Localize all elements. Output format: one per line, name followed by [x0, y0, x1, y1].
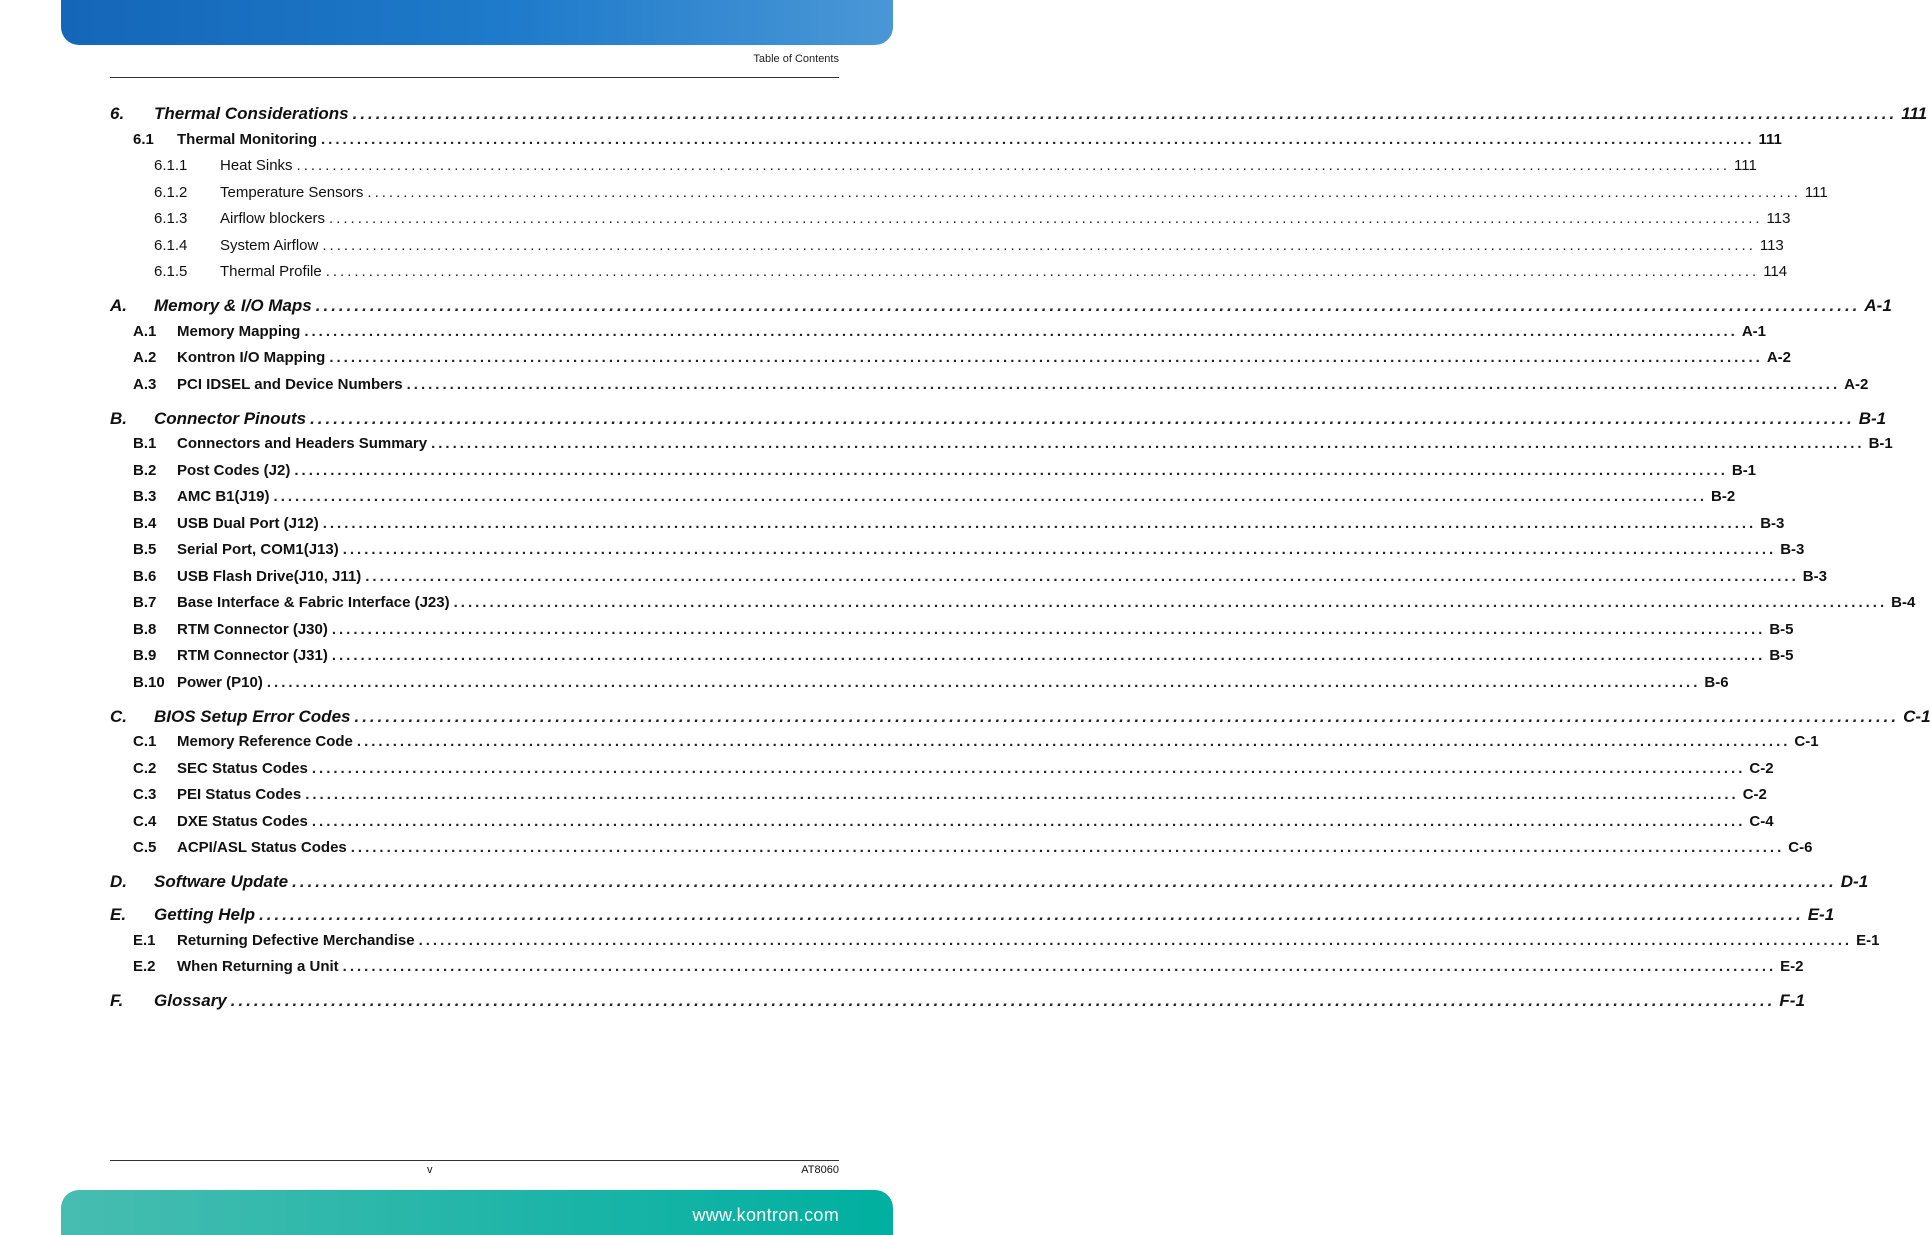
toc-entry-page: A-1 — [1864, 296, 1892, 315]
toc-entry-page: C-2 — [1742, 786, 1767, 803]
toc-entry-title: Getting Help — [154, 905, 256, 924]
toc-entry-title: When Returning a Unit — [177, 958, 339, 975]
toc-entry-number: A.2 — [133, 349, 157, 366]
toc-entry[interactable] — [110, 541, 1805, 558]
toc-entry-title: RTM Connector (J30) — [177, 620, 328, 638]
toc-entry-title: Memory Mapping — [177, 322, 301, 340]
toc-entry-number: 6.1.4 — [154, 236, 188, 254]
toc-entry-number: B.5 — [133, 541, 157, 558]
toc-entry-number: 6.1.1 — [154, 157, 188, 174]
toc-entry-number: C.5 — [133, 839, 157, 856]
toc-entry-title: RTM Connector (J31) — [177, 647, 328, 664]
toc-leader-dots: ........................................................................................................................................................................................................ — [304, 322, 1738, 340]
toc-leader-dots: ........................................................................................................................................................................................................ — [273, 488, 1708, 505]
toc-entry-page: C-6 — [1788, 839, 1813, 856]
toc-entry[interactable] — [110, 991, 1805, 1011]
toc-leader-dots: ........................................................................................................................................................................................................ — [266, 673, 1701, 691]
toc-leader-dots: ........................................................................................................................................................................................................ — [329, 349, 1763, 366]
toc-entry-title: Returning Defective Merchandise — [177, 931, 415, 949]
toc-entry-page: B-4 — [1891, 594, 1916, 611]
toc-leader-dots: ........................................................................................................................................................................................................ — [367, 183, 1801, 201]
toc-leader-dots: ........................................................................................................................................................................................................ — [305, 786, 1739, 803]
toc-leader-dots: ........................................................................................................................................................................................................ — [352, 104, 1898, 123]
toc-entry-number: 6.1.3 — [154, 210, 188, 227]
toc-entry-number: B. — [110, 408, 127, 428]
toc-entry[interactable] — [110, 375, 1869, 393]
toc-entry-title: PEI Status Codes — [177, 786, 302, 803]
toc-entry[interactable] — [110, 157, 1757, 174]
header-rule — [110, 77, 839, 78]
toc-entry-page: E-2 — [1780, 958, 1804, 975]
toc-leader-dots: ........................................................................................................................................................................................................ — [418, 931, 1853, 949]
toc-entry-number: B.4 — [133, 514, 157, 532]
toc-entry-number: B.10 — [133, 673, 165, 691]
toc-entry-number: A. — [110, 296, 127, 315]
toc-entry-page: A-2 — [1844, 375, 1869, 393]
toc-entry-number: 6.1 — [133, 130, 154, 148]
toc-entry[interactable] — [110, 296, 1892, 316]
toc-entry[interactable] — [110, 839, 1813, 856]
toc-entry-title: Connector Pinouts — [154, 408, 307, 428]
toc-entry-number: A.1 — [133, 322, 157, 340]
header-section-label: Table of Contents — [753, 53, 839, 65]
toc-entry-title: Post Codes (J2) — [177, 461, 291, 479]
toc-entry-title: Memory & I/O Maps — [154, 296, 312, 315]
toc-entry-number: E.2 — [133, 958, 156, 975]
toc-entry[interactable] — [110, 461, 1757, 479]
footer-page-number: v — [427, 1164, 433, 1176]
toc-entry-page: E-1 — [1856, 931, 1880, 949]
toc-leader-dots: ........................................................................................................................................................................................................ — [294, 461, 1728, 479]
toc-entry-page: D-1 — [1840, 872, 1869, 891]
toc-entry-title: Memory Reference Code — [177, 733, 353, 750]
toc-entry-page: 113 — [1759, 236, 1784, 254]
toc-leader-dots: ........................................................................................................................................................................................................ — [292, 872, 1837, 891]
toc-entry-page: B-5 — [1769, 620, 1794, 638]
toc-entry[interactable] — [110, 435, 1893, 452]
toc-entry-number: C.2 — [133, 759, 157, 777]
toc-leader-dots: ........................................................................................................................................................................................................ — [331, 647, 1766, 664]
toc-entry-number: B.1 — [133, 435, 157, 452]
toc-leader-dots: ........................................................................................................................................................................................................ — [230, 991, 1776, 1010]
toc-leader-dots: ........................................................................................................................................................................................................ — [365, 567, 1799, 585]
toc-entry[interactable] — [110, 567, 1827, 585]
toc-entry-title: PCI IDSEL and Device Numbers — [177, 375, 403, 393]
toc-entry-title: Connectors and Headers Summary — [177, 435, 428, 452]
toc-entry[interactable] — [110, 931, 1880, 949]
toc-leader-dots: ........................................................................................................................................................................................................ — [342, 541, 1777, 558]
toc-entry-page: 111 — [1758, 130, 1782, 148]
toc-entry-page: B-1 — [1868, 435, 1893, 452]
toc-entry-number: C.3 — [133, 786, 157, 803]
toc-entry-page: B-1 — [1858, 408, 1887, 428]
toc-entry[interactable] — [110, 263, 1788, 280]
toc-entry-number: B.6 — [133, 567, 157, 585]
toc-entry-page: 114 — [1763, 263, 1788, 280]
footer-rule — [110, 1160, 839, 1161]
toc-entry[interactable] — [110, 408, 1887, 429]
toc-entry[interactable] — [110, 786, 1767, 803]
footer-document-id: AT8060 — [801, 1164, 839, 1176]
toc-entry-page: C-4 — [1749, 812, 1774, 830]
toc-entry-number: B.9 — [133, 647, 157, 664]
toc-entry[interactable] — [110, 488, 1736, 505]
toc-entry-page: F-1 — [1779, 991, 1805, 1010]
toc-leader-dots: ........................................................................................................................................................................................................ — [356, 733, 1791, 750]
toc-leader-dots: ........................................................................................................................................................................................................ — [406, 375, 1841, 393]
toc-entry[interactable] — [110, 594, 1916, 611]
toc-entry[interactable] — [110, 647, 1794, 664]
toc-entry[interactable] — [110, 104, 1928, 124]
toc-leader-dots: ........................................................................................................................................................................................................ — [342, 958, 1777, 975]
toc-leader-dots: ........................................................................................................................................................................................................ — [331, 620, 1766, 638]
website-link[interactable]: www.kontron.com — [692, 1205, 839, 1225]
toc-entry-page: B-5 — [1769, 647, 1794, 664]
toc-entry-page: 111 — [1804, 183, 1828, 201]
toc-entry-number: C.1 — [133, 733, 157, 750]
toc-entry[interactable] — [110, 349, 1791, 366]
toc-leader-dots: ........................................................................................................................................................................................................ — [329, 210, 1763, 227]
toc-entry-title: Software Update — [154, 872, 289, 891]
toc-entry-title: Base Interface & Fabric Interface (J23) — [177, 594, 450, 611]
toc-leader-dots: ........................................................................................................................................................................................................ — [350, 839, 1785, 856]
toc-entry-title: Thermal Profile — [220, 263, 322, 280]
toc-leader-dots: ........................................................................................................................................................................................................ — [296, 157, 1731, 174]
toc-entry-number: E. — [110, 905, 127, 924]
toc-leader-dots: ........................................................................................................................................................................................................ — [354, 706, 1900, 726]
toc-entry[interactable] — [110, 759, 1774, 777]
toc-entry-page: A-2 — [1766, 349, 1791, 366]
toc-entry-number: F. — [110, 991, 124, 1010]
toc-entry-number: A.3 — [133, 375, 157, 393]
toc-entry[interactable] — [110, 322, 1767, 340]
header-band — [61, 0, 893, 45]
toc-entry-title: Heat Sinks — [220, 157, 293, 174]
toc-entry-title: Thermal Considerations — [154, 104, 349, 123]
toc-entry-title: System Airflow — [220, 236, 319, 254]
toc-entry-page: C-1 — [1903, 706, 1931, 726]
toc-entry[interactable] — [110, 210, 1791, 227]
toc-entry-title: BIOS Setup Error Codes — [154, 706, 351, 726]
toc-entry[interactable] — [110, 872, 1869, 892]
toc-leader-dots: ........................................................................................................................................................................................................ — [322, 514, 1757, 532]
toc-entry-number: C. — [110, 706, 127, 726]
toc-leader-dots: ........................................................................................................................................................................................................ — [431, 435, 1865, 452]
toc-entry-page: C-2 — [1749, 759, 1774, 777]
toc-entry[interactable] — [110, 733, 1819, 750]
toc-leader-dots: ........................................................................................................................................................................................................ — [453, 594, 1888, 611]
toc-leader-dots: ........................................................................................................................................................................................................ — [322, 236, 1756, 254]
toc-entry-title: USB Flash Drive(J10, J11) — [177, 567, 362, 585]
toc-entry-page: B-3 — [1760, 514, 1785, 532]
toc-entry-page: E-1 — [1807, 905, 1835, 924]
toc-entry-page: 111 — [1734, 157, 1757, 174]
toc-entry-number: C.4 — [133, 812, 157, 830]
toc-leader-dots: ........................................................................................................................................................................................................ — [310, 408, 1855, 428]
toc-entry[interactable] — [110, 620, 1794, 638]
toc-entry-number: D. — [110, 872, 127, 891]
toc-entry-page: 111 — [1901, 104, 1928, 123]
toc-entry-page: B-3 — [1780, 541, 1805, 558]
toc-entry-title: Power (P10) — [177, 673, 263, 691]
toc-entry-page: B-1 — [1731, 461, 1757, 479]
toc-entry-page: B-6 — [1704, 673, 1729, 691]
toc-entry[interactable] — [110, 673, 1729, 691]
toc-entry-number: B.2 — [133, 461, 157, 479]
toc-entry-title: Serial Port, COM1(J13) — [177, 541, 339, 558]
toc-entry-page: A-1 — [1741, 322, 1767, 340]
toc-entry-number: B.8 — [133, 620, 157, 638]
toc-leader-dots: ........................................................................................................................................................................................................ — [311, 759, 1746, 777]
toc-entry-number: 6.1.2 — [154, 183, 188, 201]
toc-leader-dots: ........................................................................................................................................................................................................ — [311, 812, 1746, 830]
toc-leader-dots: ........................................................................................................................................................................................................ — [315, 296, 1861, 315]
toc-entry[interactable] — [110, 130, 1782, 148]
toc-entry-page: B-2 — [1711, 488, 1736, 505]
toc-entry-page: C-1 — [1794, 733, 1819, 750]
toc-entry-number: B.7 — [133, 594, 157, 611]
toc-entry-title: SEC Status Codes — [177, 759, 308, 777]
toc-entry-title: DXE Status Codes — [177, 812, 308, 830]
toc-leader-dots: ........................................................................................................................................................................................................ — [325, 263, 1760, 280]
toc-entry-title: Airflow blockers — [220, 210, 326, 227]
toc-entry-number: 6.1.5 — [154, 263, 188, 280]
toc-entry[interactable] — [110, 905, 1835, 925]
toc-entry[interactable] — [110, 236, 1784, 254]
toc-entry[interactable] — [110, 958, 1804, 975]
toc-entry-title: Glossary — [154, 991, 227, 1010]
toc-leader-dots: ........................................................................................................................................................................................................ — [321, 130, 1755, 148]
toc-entry-title: ACPI/ASL Status Codes — [177, 839, 347, 856]
toc-entry[interactable] — [110, 706, 1931, 727]
toc-entry[interactable] — [110, 183, 1828, 201]
toc-entry-number: 6. — [110, 104, 125, 123]
toc-entry-page: B-3 — [1802, 567, 1827, 585]
toc-entry-title: USB Dual Port (J12) — [177, 514, 319, 532]
toc-leader-dots: ........................................................................................................................................................................................................ — [259, 905, 1804, 924]
toc-entry-number: B.3 — [133, 488, 157, 505]
toc-entry[interactable] — [110, 514, 1785, 532]
toc-entry-page: 113 — [1766, 210, 1791, 227]
toc-entry-title: Kontron I/O Mapping — [177, 349, 326, 366]
toc-entry-title: Temperature Sensors — [220, 183, 364, 201]
toc-entry-title: Thermal Monitoring — [177, 130, 317, 148]
toc-entry[interactable] — [110, 812, 1774, 830]
toc-entry-title: AMC B1(J19) — [177, 488, 270, 505]
toc-entry-number: E.1 — [133, 931, 156, 949]
